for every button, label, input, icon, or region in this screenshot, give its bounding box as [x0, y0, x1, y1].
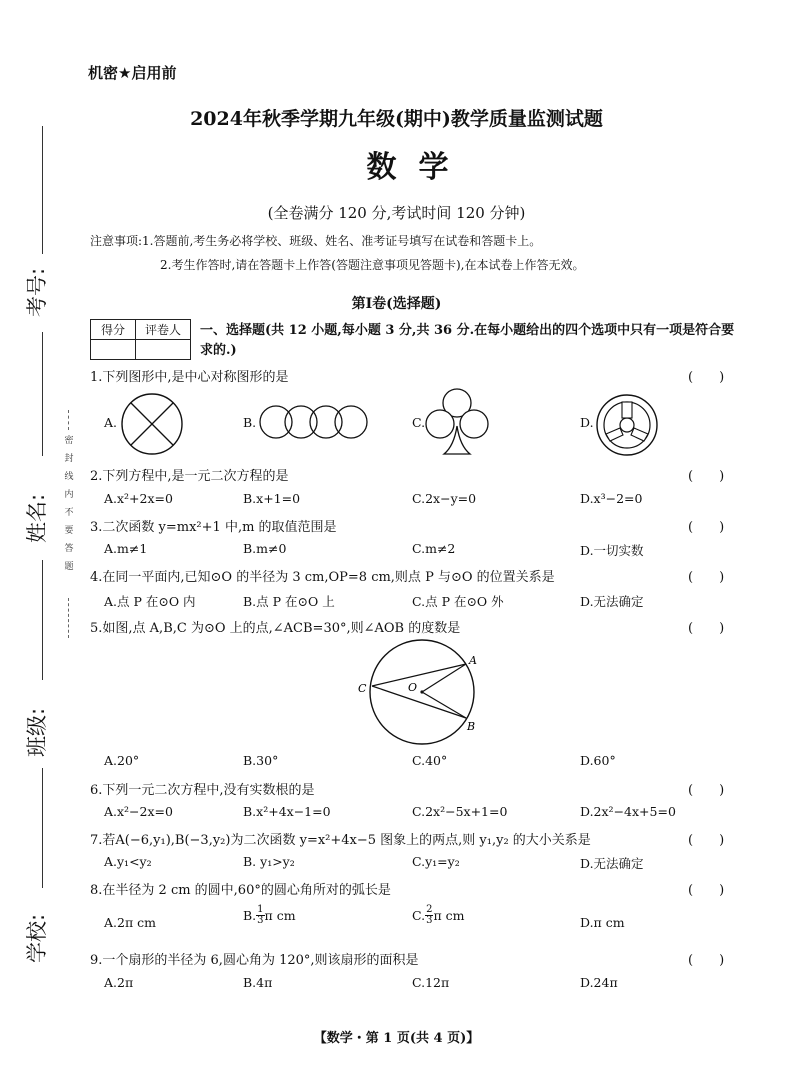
question-6-option-d[interactable]: D.2x²−4x+5=0 [580, 804, 676, 819]
question-6-option-c[interactable]: C.2x²−5x+1=0 [412, 804, 508, 819]
question-8-stem: 8.在半径为 2 cm 的圆中,60°的圆心角所对的弧长是 [90, 883, 391, 898]
score-cell[interactable] [91, 340, 136, 360]
question-1-answer-paren[interactable]: ( ) [688, 370, 725, 385]
question-7-answer-paren[interactable]: ( ) [688, 833, 725, 848]
question-3-option-d[interactable]: D.一切实数 [580, 543, 644, 558]
question-4-option-d[interactable]: D.无法确定 [580, 594, 644, 609]
question-2-answer-paren[interactable]: ( ) [688, 469, 725, 484]
q1-club-figure [424, 386, 490, 458]
score-box [90, 319, 191, 360]
question-5-option-a[interactable]: A.20° [104, 753, 140, 768]
question-6-stem: 6.下列一元二次方程中,没有实数根的是 [90, 783, 315, 798]
question-1-option-a[interactable]: A. [104, 415, 118, 430]
question-3-option-a[interactable]: A.m≠1 [104, 541, 148, 556]
question-3-option-b[interactable]: B.m≠0 [243, 541, 287, 556]
fraction-c-denominator: 3 [426, 915, 433, 926]
question-6-answer-paren[interactable]: ( ) [688, 783, 725, 798]
question-7-option-a[interactable]: A.y₁<y₂ [104, 854, 152, 869]
question-9-option-d[interactable]: D.24π [580, 975, 618, 990]
q5-label-a: A [469, 654, 477, 667]
full-mark-note: (全卷满分 120 分,考试时间 120 分钟) [267, 204, 526, 222]
question-4-option-a[interactable]: A.点 P 在⊙O 内 [104, 594, 196, 609]
question-7-option-d[interactable]: D.无法确定 [580, 856, 644, 871]
question-8-option-c-letter: C. [412, 908, 426, 923]
question-7-stem: 7.若A(−6,y₁),B(−3,y₂)为二次函数 y=x²+4x−5 图象上的两点,则 y₁,y₂ 的大小关系是 [90, 833, 591, 848]
question-2-option-c[interactable]: C.2x−y=0 [412, 491, 477, 506]
fraction-one-third [256, 905, 264, 926]
question-3-stem: 3.二次函数 y=mx²+1 中,m 的取值范围是 [90, 520, 337, 535]
margin-line-3 [42, 560, 43, 680]
grader-header: 评卷人 [136, 320, 191, 340]
question-3-option-c[interactable]: C.m≠2 [412, 541, 456, 556]
question-9-option-b[interactable]: B.4π [243, 975, 273, 990]
question-9-option-c[interactable]: C.12π [412, 975, 450, 990]
notice-line-1: 注意事项:1.答题前,考生务必将学校、班级、姓名、准考证号填写在试卷和答题卡上。 [90, 234, 542, 248]
seal-dash-bottom [68, 598, 69, 638]
q5-label-o: O [408, 681, 418, 694]
question-2-option-a[interactable]: A.x²+2x=0 [104, 491, 173, 506]
question-1-stem: 1.下列图形中,是中心对称图形的是 [90, 370, 289, 385]
question-3-answer-paren[interactable]: ( ) [688, 520, 725, 535]
question-8-option-a[interactable]: A.2π cm [104, 915, 156, 930]
question-8-option-c[interactable] [412, 905, 465, 926]
question-4-option-b[interactable]: B.点 P 在⊙O 上 [243, 594, 335, 609]
class-label: 班级: [25, 707, 49, 757]
notice-line-2: 2.考生作答时,请在答题卡上作答(答题注意事项见答题卡),在本试卷上作答无效。 [160, 258, 585, 272]
q1-steering-wheel-figure [594, 392, 660, 458]
question-2-stem: 2.下列方程中,是一元二次方程的是 [90, 469, 289, 484]
question-2-option-b[interactable]: B.x+1=0 [243, 491, 301, 506]
question-5-option-c[interactable]: C.40° [412, 753, 448, 768]
q5-circle-figure [352, 638, 488, 750]
q1-circle-cross-figure [119, 391, 185, 457]
question-4-stem: 4.在同一平面内,已知⊙O 的半径为 3 cm,OP=8 cm,则点 P 与⊙O 的位置关系是 [90, 570, 555, 585]
page-footer: 【数学・第 1 页(共 4 页)】 [313, 1031, 480, 1046]
fraction-b-numerator: 1 [257, 904, 264, 915]
question-1-option-d[interactable]: D. [580, 415, 594, 430]
q1-olympic-rings-figure [256, 402, 370, 442]
question-7-option-c[interactable]: C.y₁=y₂ [412, 854, 460, 869]
question-6-option-b[interactable]: B.x²+4x−1=0 [243, 804, 331, 819]
question-2-option-d[interactable]: D.x³−2=0 [580, 491, 643, 506]
subject-title: 数学 [366, 150, 471, 185]
exam-title: 2024年秋季学期九年级(期中)教学质量监测试题 [190, 108, 603, 130]
question-9-answer-paren[interactable]: ( ) [688, 953, 725, 968]
question-8-option-b-unit: π cm [264, 908, 296, 923]
question-5-stem: 5.如图,点 A,B,C 为⊙O 上的点,∠ACB=30°,则∠AOB 的度数是 [90, 621, 461, 636]
question-5-option-d[interactable]: D.60° [580, 753, 616, 768]
question-5-answer-paren[interactable]: ( ) [688, 621, 725, 636]
question-9-stem: 9.一个扇形的半径为 6,圆心角为 120°,则该扇形的面积是 [90, 953, 419, 968]
margin-line-2 [42, 332, 43, 456]
question-1-option-b[interactable]: B. [243, 415, 257, 430]
question-9-option-a[interactable]: A.2π [104, 975, 134, 990]
question-1-option-c[interactable]: C. [412, 415, 426, 430]
seal-text: 密封线内不要答题 [64, 436, 74, 572]
question-8-option-c-unit: π cm [433, 908, 465, 923]
margin-line-4 [42, 768, 43, 888]
question-8-option-b[interactable] [243, 905, 296, 926]
secret-label: 机密★启用前 [88, 64, 177, 82]
grader-cell[interactable] [136, 340, 191, 360]
name-label: 姓名: [25, 493, 49, 543]
fraction-b-denominator: 3 [257, 915, 264, 926]
q5-label-b: B [467, 720, 476, 733]
question-4-option-c[interactable]: C.点 P 在⊙O 外 [412, 594, 504, 609]
section-description: 一、选择题(共 12 小题,每小题 3 分,共 36 分.在每小题给出的四个选项中只有一项是符合要求的.) [200, 323, 735, 358]
fraction-c-numerator: 2 [426, 904, 433, 915]
seal-dash-top [68, 410, 69, 430]
q5-label-c: C [358, 682, 367, 695]
exam-no-label: 考号: [25, 267, 49, 317]
score-header: 得分 [91, 320, 136, 340]
school-label: 学校: [25, 913, 49, 963]
question-4-answer-paren[interactable]: ( ) [688, 570, 725, 585]
part-title: 第Ⅰ卷(选择题) [351, 296, 442, 312]
question-8-option-d[interactable]: D.π cm [580, 915, 625, 930]
question-6-option-a[interactable]: A.x²−2x=0 [104, 804, 173, 819]
question-5-option-b[interactable]: B.30° [243, 753, 279, 768]
question-7-option-b[interactable]: B. y₁>y₂ [243, 854, 295, 869]
question-8-option-b-letter: B. [243, 908, 257, 923]
question-8-answer-paren[interactable]: ( ) [688, 883, 725, 898]
